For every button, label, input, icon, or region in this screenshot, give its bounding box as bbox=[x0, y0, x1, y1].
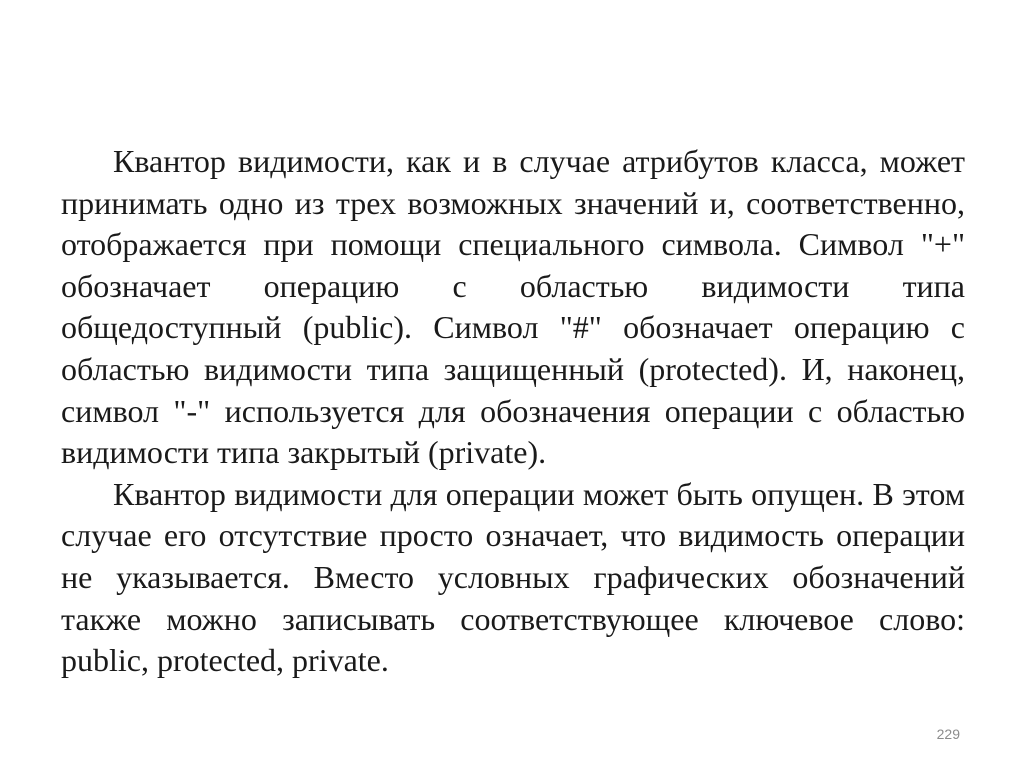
page-number: 229 bbox=[936, 726, 960, 742]
paragraph-visibility-symbols: Квантор видимости, как и в случае атрибутов класса, может принимать одно из трех возможных значений и, соответственно, отображается при помощи специального символа. Символ "+" обозначает операцию с областью видимости типа общедоступный (public). Символ "#" обозначает операцию с областью видимости типа защищенный (protected). И, наконец, символ "-" используется для обозначения операции с областью видимости типа закрытый (private). bbox=[61, 143, 965, 471]
paragraph-visibility-omitted: Квантор видимости для операции может быть опущен. В этом случае его отсутствие просто означает, что видимость операции не указывается. Вместо условных графических обозначений также можно записывать соответствующее ключевое слово: public, protected, private. bbox=[61, 475, 965, 679]
body-text bbox=[61, 141, 965, 682]
